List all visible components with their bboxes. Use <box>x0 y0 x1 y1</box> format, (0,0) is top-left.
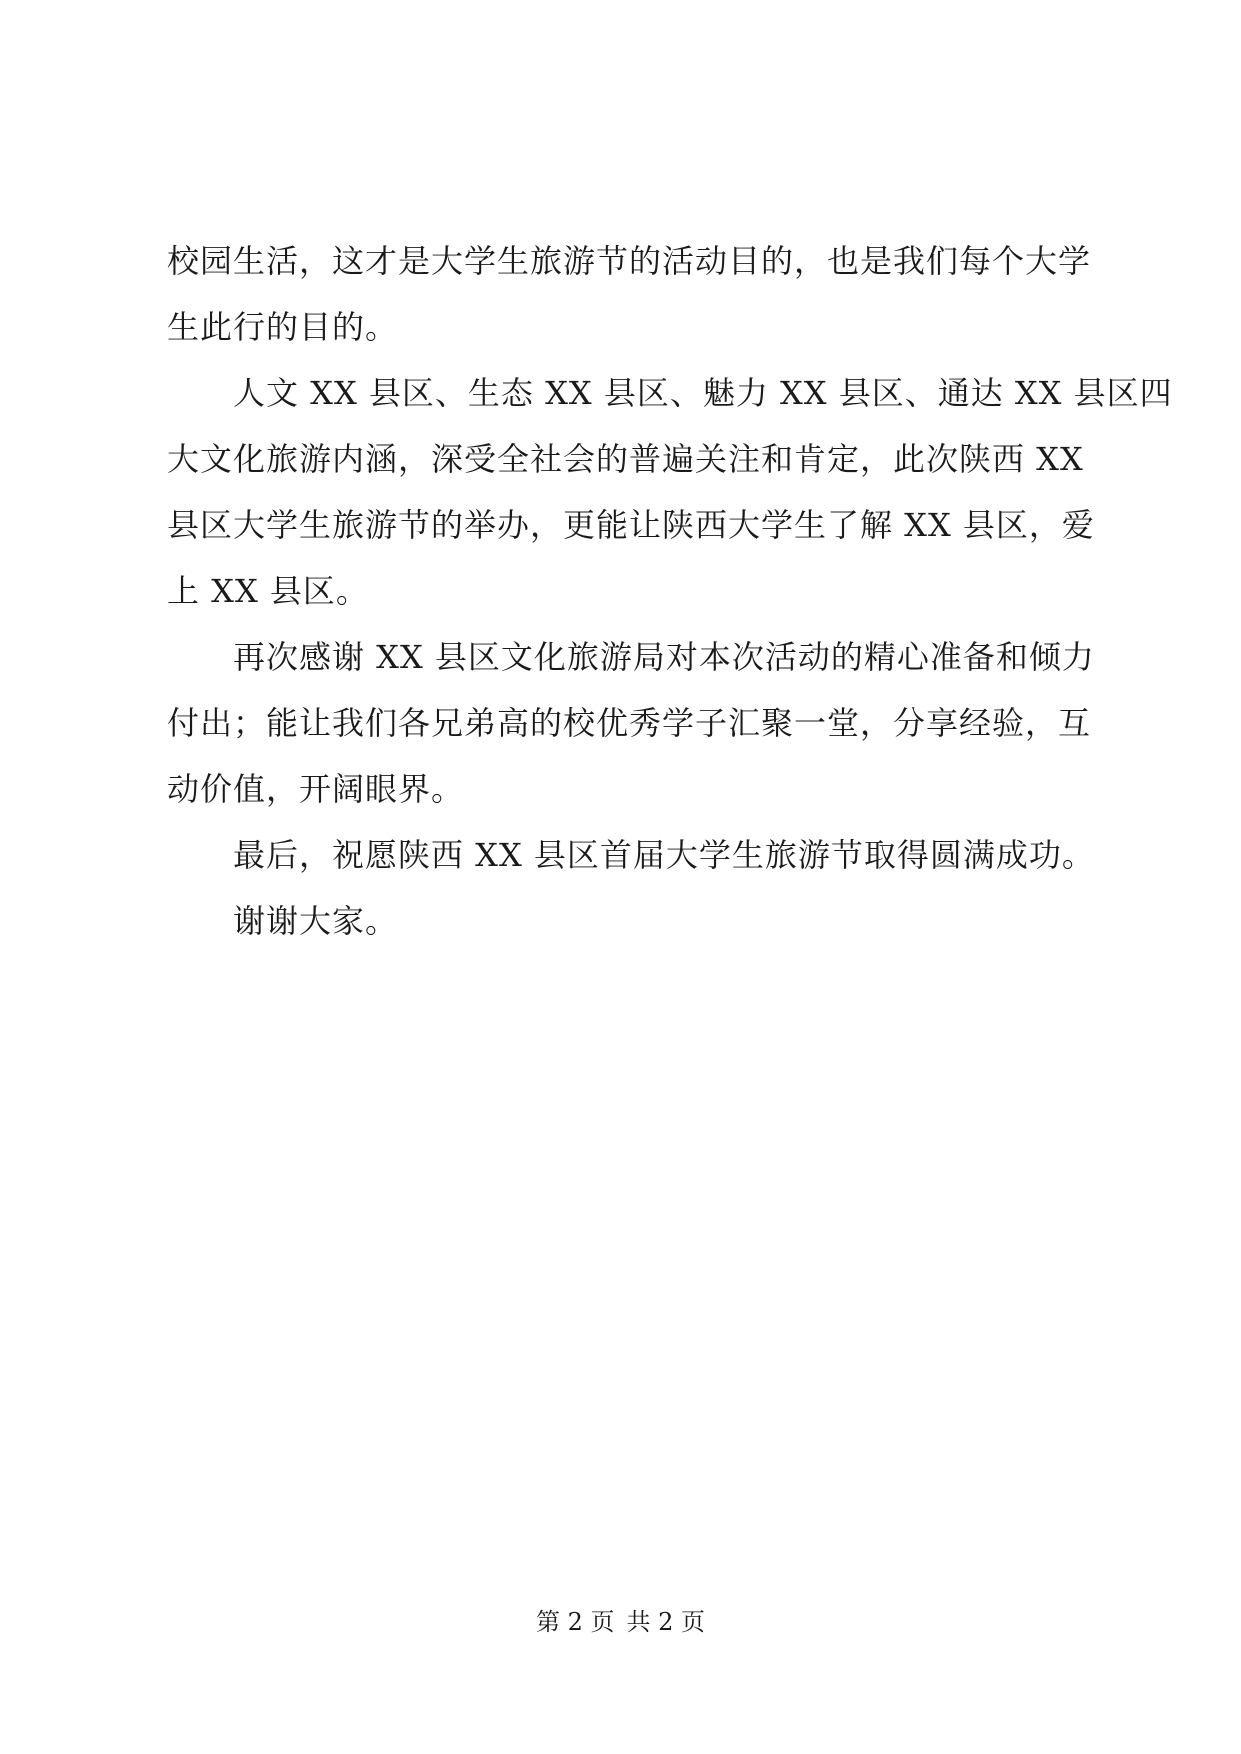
page-number-current: 第 2 页 <box>535 1608 615 1636</box>
paragraph-5-line-1: 谢谢大家。 <box>233 902 399 940</box>
paragraph-4-line-1: 最后，祝愿陕西 XX 县区首届大学生旅游节取得圆满成功。 <box>233 836 1095 874</box>
paragraph-1-line-1: 校园生活，这才是大学生旅游节的活动目的，也是我们每个大学 <box>167 242 1092 280</box>
paragraph-3-line-1: 再次感谢 XX 县区文化旅游局对本次活动的精心准备和倾力 <box>233 638 1095 676</box>
paragraph-1-line-2: 生此行的目的。 <box>167 308 399 346</box>
paragraph-2-line-4: 上 XX 县区。 <box>167 572 369 610</box>
paragraph-2-line-2: 大文化旅游内涵，深受全社会的普遍关注和肯定，此次陕西 XX <box>167 440 1084 478</box>
paragraph-3-line-2: 付出；能让我们各兄弟高的校优秀学子汇聚一堂，分享经验，互 <box>167 704 1092 742</box>
paragraph-2-line-3: 县区大学生旅游节的举办，更能让陕西大学生了解 XX 县区，爱 <box>167 506 1095 544</box>
page-number-total: 共 2 页 <box>626 1608 706 1636</box>
page-footer <box>0 1606 1241 1638</box>
paragraph-2-line-1: 人文 XX 县区、生态 XX 县区、魅力 XX 县区、通达 XX 县区四 <box>233 374 1173 412</box>
body-text <box>167 228 1173 954</box>
paragraph-3-line-3: 动价值，开阔眼界。 <box>167 770 465 808</box>
